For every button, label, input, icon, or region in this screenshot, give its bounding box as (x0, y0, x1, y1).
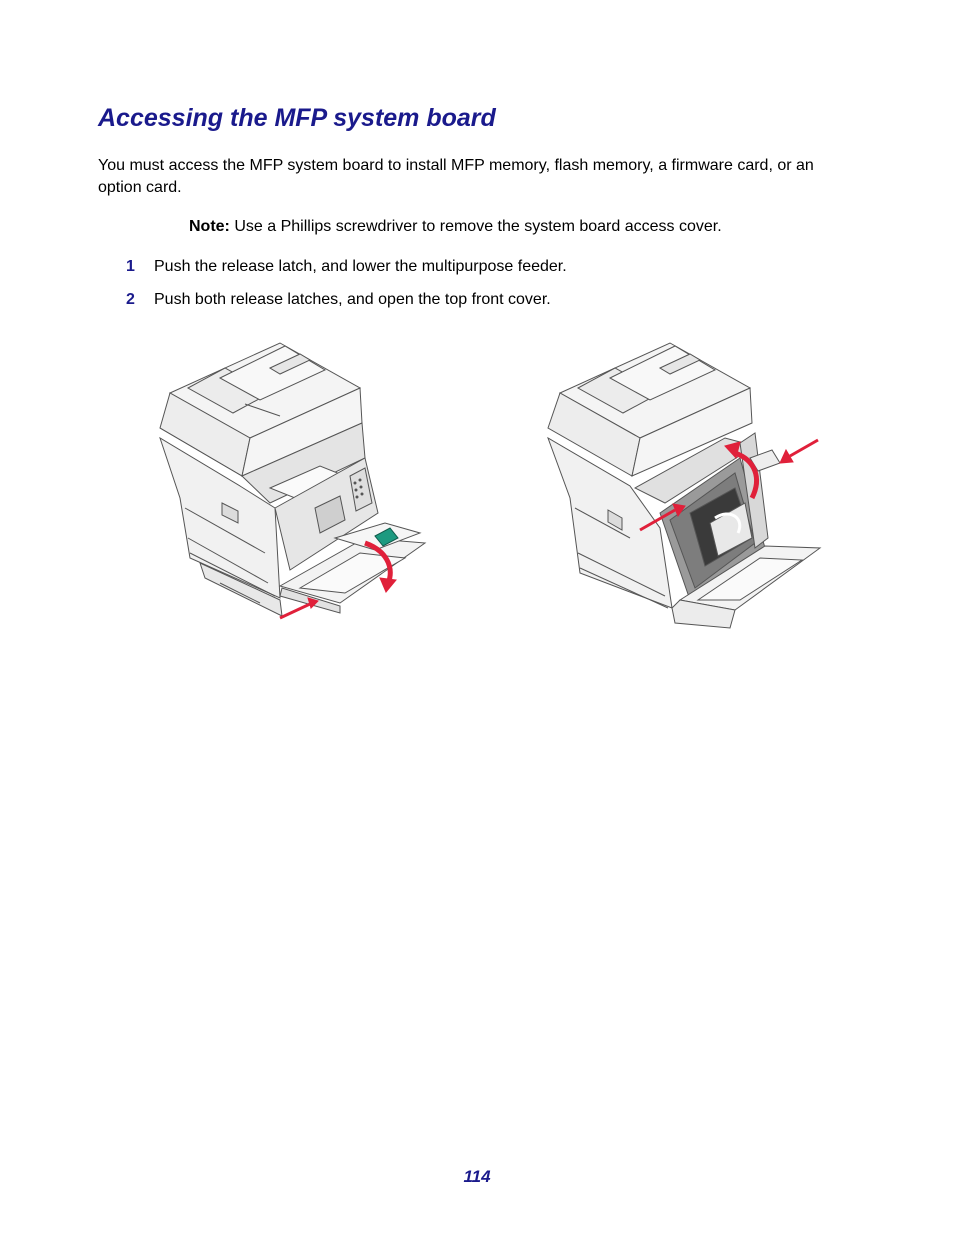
note-text: Use a Phillips screwdriver to remove the system board access cover. (234, 218, 722, 235)
intro-paragraph: You must access the MFP system board to install MFP memory, flash memory, a firmware card, or an option card. (98, 157, 814, 196)
step-text: Push the release latch, and lower the multipurpose feeder. (154, 258, 567, 275)
mfp-front-cover-open-illustration (540, 338, 830, 633)
page-number: 114 (463, 1167, 491, 1186)
page-title: Accessing the MFP system board (98, 104, 496, 132)
step-number: 2 (126, 291, 135, 308)
mfp-multipurpose-feeder-illustration (150, 338, 440, 628)
note-label: Note: (189, 218, 230, 235)
step-number: 1 (126, 258, 135, 275)
note (189, 216, 722, 237)
step-text: Push both release latches, and open the top front cover. (154, 291, 551, 308)
